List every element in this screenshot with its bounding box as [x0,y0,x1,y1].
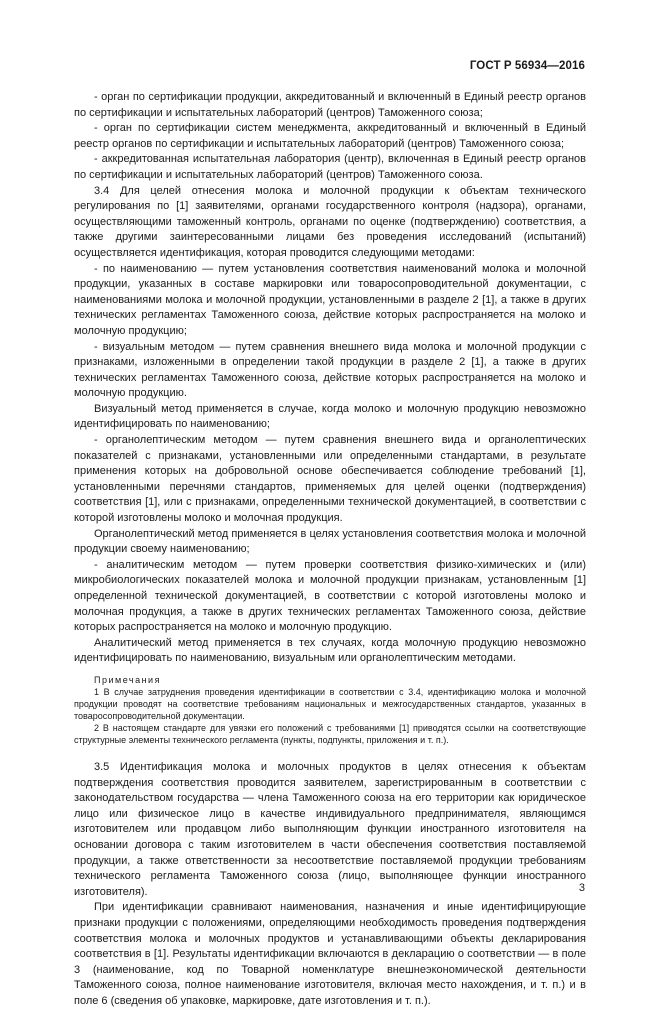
visual-method-usage: Визуальный метод применяется в случае, когда молоко и молочную продукцию невозможно идентифицировать по наименованию; [74,402,586,431]
note-1: 1 В случае затруднения проведения идентификации в соответствии с 3.4, идентификацию молока и молочной продукции проводят на соответствие требованиям национальных и межгосударственных стандартов, указанных в товаросопроводительной документации. [74,686,586,721]
notes-heading: Примечания [94,674,161,685]
page-number: 3 [578,882,585,894]
list-item-management-cert-body: - орган по сертификации систем менеджмента, аккредитованный и включенный в Единый реестр органов по сертификации и испытательных лабораторий (центров) Таможенного союза; [74,122,586,150]
clause-3-5: 3.5 Идентификация молока и молочных продуктов в целях отнесения к объектам подтверждения соответствия проводится заявителем, зарегистрированным в соответствии с законодательством государства — члена Таможенного союза на его территории как юридическое лицо или физическое лицо в качестве индивидуального предпринимателя, являющимся изготовителем или продавцом либо выполняющим функции иностранного изготовителя на основании договора с таким изготовителем в части обеспечения соответствия поставляемой продукции, а также ответственности за несоответствие поставляемой продукции требованиям технического регламента Таможенного союза (лицо, выполняющее функции иностранного изготовителя). [74,760,586,898]
method-by-name: - по наименованию — путем установления соответствия наименований молока и молочной продукции, указанных в составе маркировки или товаросопроводительной документации, с наименованиями молока и молочной продукции, установленными в разделе 2 [1], а также в других технических регламентах Таможенного союза, действие которых распространяется на молоко и молочную продукцию; [74,262,586,337]
analytical-method-usage: Аналитический метод применяется в тех случаях, когда молочную продукцию невозможно идентифицировать по наименованию, визуальным или органолептическим методами. [74,636,586,665]
note-2: 2 В настоящем стандарте для увязки его положений с требованиями [1] приводятся ссылки на соответствующие структурные элементы технического регламента (пункты, подпункты, приложения и т. п.). [74,722,586,745]
organoleptic-method-usage: Органолептический метод применяется в целях установления соответствия молока и молочной продукции своему наименованию; [74,527,586,556]
clause-3-5-block [74,760,586,1009]
method-analytical: - аналитическим методом — путем проверки соответствия физико-химических и (или) микробиологических показателей молока и молочной продукции признакам, установленным [1] определенной технической документацией, в соответствии с которой изготовлены молоко и молочная продукция, а также в других технических регламентах Таможенного союза, действие которых распространяется на молоко и молочную продукцию. [74,558,586,634]
document-code: ГОСТ Р 56934—2016 [469,60,585,72]
list-item-product-cert-body: - орган по сертификации продукции, аккредитованный и включенный в Единый реестр органов по сертификации и испытательных лабораторий (центров) Таможенного союза; [74,91,586,119]
notes-block [74,674,586,746]
clause-3-4: 3.4 Для целей отнесения молока и молочной продукции к объектам технического регулирования по [1] заявителями, органами государственного контроля (надзора), органами, осуществляющими таможенный контроль, органами по оценке (подтверждению) соответствия, а также другими заинтересованными лицами без проведения исследований (испытаний) осуществляется идентификация, которая проводится следующими методами: [74,184,586,259]
identification-comparison: При идентификации сравнивают наименования, назначения и иные идентифицирующие признаки продукции с положениями, определяющими необходимость проведения подтверждения соответствия молока и молочных продуктов и устанавливающими объекты декларирования соответствия в [1]. Результаты идентификации включаются в декларацию о соответствии — в поле 3 (наименование, код по Товарной номенклатуре внешнеэкономической деятельности Таможенного союза, полное наименование изготовителя, включая место нахождения, и т. п.) и в поле 6 (сведения об упаковке, маркировке, дате изготовления и т. п.). [74,901,586,1007]
page-body [74,90,586,1009]
list-item-testing-lab: - аккредитованная испытательная лаборатория (центр), включенная в Единый реестр органов по сертификации и испытательных лабораторий (центров) Таможенного союза. [74,153,586,181]
method-visual: - визуальным методом — путем сравнения внешнего вида молока и молочной продукции с признаками, изложенными в определении такой продукции в разделе 2 [1], а также в других технических регламентах Таможенного союза, действие которых распространяется на молоко и молочную продукцию. [74,340,586,400]
method-organoleptic: - органолептическим методом — путем сравнения внешнего вида и органолептических показателей с признаками, установленными или определенными стандартами, в результате применения которых на добровольной основе обеспечивается соблюдение требований [1], установленными перечнями стандартов, применяемых для целей оценки (подтверждения) соответствия [1], или с признаками, определенными технической документацией, в соответствии с которой изготовлены молоко и молочная продукция. [74,434,586,525]
